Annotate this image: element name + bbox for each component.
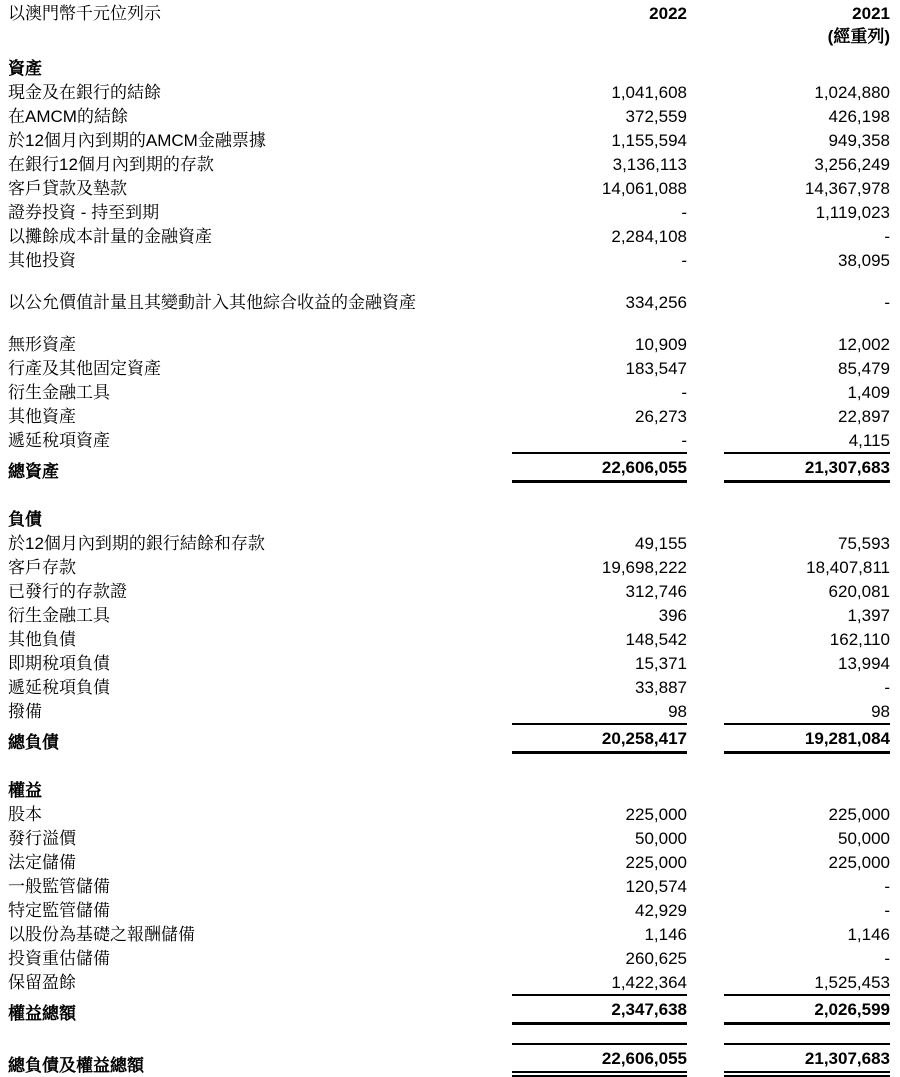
value-2021: 620,081	[828, 582, 890, 601]
column-header-row	[8, 2, 890, 25]
row-label: 即期稅項負債	[8, 654, 110, 673]
row-label: 其他投資	[8, 251, 76, 270]
currency-note: 以澳門幣千元位列示	[8, 4, 161, 23]
value-2022: 19,698,222	[601, 558, 687, 577]
row-label: 特定監管儲備	[8, 901, 110, 920]
value-2022: 183,547	[625, 359, 687, 378]
total-row	[8, 994, 890, 1025]
value-2022: 33,887	[635, 678, 687, 697]
row-spacer	[8, 1025, 890, 1043]
value-2022: 334,256	[625, 293, 687, 312]
value-2022: 10,909	[635, 335, 687, 354]
statement-row	[8, 332, 890, 356]
row-label: 其他負債	[8, 630, 76, 649]
row-label: 無形資產	[8, 335, 76, 354]
statement-row	[8, 898, 890, 922]
value-2022: 20,258,417	[512, 723, 687, 754]
value-2021: 1,409	[847, 383, 890, 402]
value-2022: 2,347,638	[512, 994, 687, 1025]
statement-row	[8, 627, 890, 651]
value-2021: 225,000	[828, 853, 890, 872]
row-label: 其他資產	[8, 407, 76, 426]
value-2021: 1,146	[847, 925, 890, 944]
value-2021: 12,002	[838, 335, 890, 354]
section-header-row	[8, 776, 890, 802]
statement-row	[8, 404, 890, 428]
row-label: 資產	[8, 59, 42, 78]
column-header-2022: 2022	[649, 4, 687, 23]
restated-note: (經重列)	[827, 27, 890, 46]
statement-row	[8, 104, 890, 128]
value-2021: 1,525,453	[814, 973, 890, 992]
value-2021: 2,026,599	[724, 994, 890, 1025]
row-label: 遞延稅項資產	[8, 431, 110, 450]
column-header-2021: 2021	[852, 4, 890, 23]
value-2022: 2,284,108	[611, 227, 687, 246]
row-label: 發行溢價	[8, 829, 76, 848]
value-2022: 372,559	[625, 107, 687, 126]
value-2021: 21,307,683	[724, 1043, 890, 1077]
value-2022: 98	[668, 702, 687, 721]
value-2022: 15,371	[635, 654, 687, 673]
value-2021: -	[884, 901, 890, 920]
value-2021: 38,095	[838, 251, 890, 270]
value-2021: 426,198	[828, 107, 890, 126]
row-label: 權益	[8, 781, 42, 800]
row-label: 一般監管儲備	[8, 877, 110, 896]
grand-total-row	[8, 1043, 890, 1077]
statement-row	[8, 531, 890, 555]
row-spacer	[8, 272, 890, 290]
statement-row	[8, 224, 890, 248]
value-2021: -	[884, 877, 890, 896]
value-2022: 148,542	[625, 630, 687, 649]
row-label: 法定儲備	[8, 853, 76, 872]
row-label: 現金及在銀行的結餘	[8, 83, 161, 102]
statement-row	[8, 248, 890, 272]
value-2021: 13,994	[838, 654, 890, 673]
section-header-row	[8, 505, 890, 531]
value-2021: -	[884, 227, 890, 246]
value-2021: 75,593	[838, 534, 890, 553]
statement-row	[8, 290, 890, 314]
value-2022: 225,000	[625, 853, 687, 872]
value-2022: 260,625	[625, 949, 687, 968]
total-row	[8, 723, 890, 754]
value-2022: -	[681, 383, 687, 402]
value-2022: -	[681, 203, 687, 222]
value-2021: -	[884, 949, 890, 968]
value-2022: 1,146	[644, 925, 687, 944]
statement-row	[8, 922, 890, 946]
value-2022: 22,606,055	[512, 1043, 687, 1077]
row-label: 撥備	[8, 702, 42, 721]
row-label: 負債	[8, 510, 42, 529]
statement-row	[8, 850, 890, 874]
value-2021: 1,119,023	[815, 203, 890, 222]
statement-row	[8, 874, 890, 898]
row-spacer	[8, 314, 890, 332]
value-2021: 98	[871, 702, 890, 721]
value-2022: 14,061,088	[601, 179, 687, 198]
value-2021: 1,024,880	[814, 83, 890, 102]
value-2022: 312,746	[625, 582, 687, 601]
value-2021: 162,110	[829, 630, 890, 649]
statement-body	[8, 48, 890, 1077]
row-label: 總資產	[8, 462, 59, 481]
value-2021: 1,397	[847, 606, 890, 625]
statement-row	[8, 380, 890, 404]
total-row	[8, 452, 890, 483]
value-2022: 120,574	[625, 877, 687, 896]
statement-row	[8, 428, 890, 452]
value-2022: 225,000	[625, 805, 687, 824]
value-2021: 85,479	[838, 359, 890, 378]
row-spacer	[8, 754, 890, 776]
row-label: 總負債及權益總額	[8, 1056, 144, 1075]
row-label: 客戶存款	[8, 558, 76, 577]
statement-row	[8, 152, 890, 176]
row-label: 衍生金融工具	[8, 383, 110, 402]
statement-row	[8, 356, 890, 380]
statement-row	[8, 826, 890, 850]
row-label: 客戶貸款及墊款	[8, 179, 127, 198]
statement-row	[8, 675, 890, 699]
value-2022: -	[681, 431, 687, 450]
value-2022: 50,000	[635, 829, 687, 848]
statement-row	[8, 699, 890, 723]
value-2022: 1,422,364	[611, 973, 687, 992]
value-2021: 50,000	[838, 829, 890, 848]
value-2022: 3,136,113	[612, 155, 687, 174]
value-2021: 225,000	[828, 805, 890, 824]
value-2022: 396	[658, 606, 687, 625]
row-spacer	[8, 483, 890, 505]
value-2021: 949,358	[828, 131, 890, 150]
value-2022: -	[681, 251, 687, 270]
row-label: 行產及其他固定資產	[8, 359, 161, 378]
statement-row	[8, 80, 890, 104]
row-label: 在銀行12個月內到期的存款	[8, 155, 214, 174]
statement-row	[8, 176, 890, 200]
value-2021: 19,281,084	[724, 723, 890, 754]
row-label: 股本	[8, 805, 42, 824]
row-label: 遞延稅項負債	[8, 678, 110, 697]
row-label: 於12個月內到期的AMCM金融票據	[8, 131, 266, 150]
statement-row	[8, 802, 890, 826]
row-label: 證券投資 - 持至到期	[8, 203, 160, 222]
value-2022: 42,929	[635, 901, 687, 920]
row-label: 在AMCM的結餘	[8, 107, 128, 126]
row-label: 衍生金融工具	[8, 606, 110, 625]
statement-row	[8, 555, 890, 579]
row-label: 投資重估儲備	[8, 949, 110, 968]
value-2022: 1,155,594	[611, 131, 687, 150]
row-label: 以股份為基礎之報酬儲備	[8, 925, 195, 944]
statement-row	[8, 128, 890, 152]
section-header-row	[8, 54, 890, 80]
row-label: 總負債	[8, 733, 59, 752]
statement-row	[8, 651, 890, 675]
value-2021: 21,307,683	[724, 452, 890, 483]
restated-note-row	[8, 25, 890, 48]
statement-row	[8, 579, 890, 603]
value-2021: 18,407,811	[806, 558, 890, 577]
value-2021: 14,367,978	[804, 179, 890, 198]
row-label: 已發行的存款證	[8, 582, 127, 601]
value-2022: 26,273	[635, 407, 687, 426]
row-label: 保留盈餘	[8, 973, 76, 992]
value-2022: 1,041,608	[611, 83, 687, 102]
value-2021: -	[884, 293, 890, 312]
row-label: 權益總額	[8, 1004, 76, 1023]
value-2022: 22,606,055	[512, 452, 687, 483]
value-2021: 22,897	[838, 407, 890, 426]
row-label: 以攤餘成本計量的金融資產	[8, 227, 212, 246]
value-2022: 49,155	[635, 534, 687, 553]
value-2021: -	[884, 678, 890, 697]
statement-row	[8, 946, 890, 970]
statement-row	[8, 200, 890, 224]
value-2021: 3,256,249	[814, 155, 890, 174]
value-2021: 4,115	[848, 431, 890, 450]
row-label: 於12個月內到期的銀行結餘和存款	[8, 534, 265, 553]
statement-row	[8, 603, 890, 627]
row-label: 以公允價值計量且其變動計入其他綜合收益的金融資產	[8, 293, 416, 312]
statement-row	[8, 970, 890, 994]
